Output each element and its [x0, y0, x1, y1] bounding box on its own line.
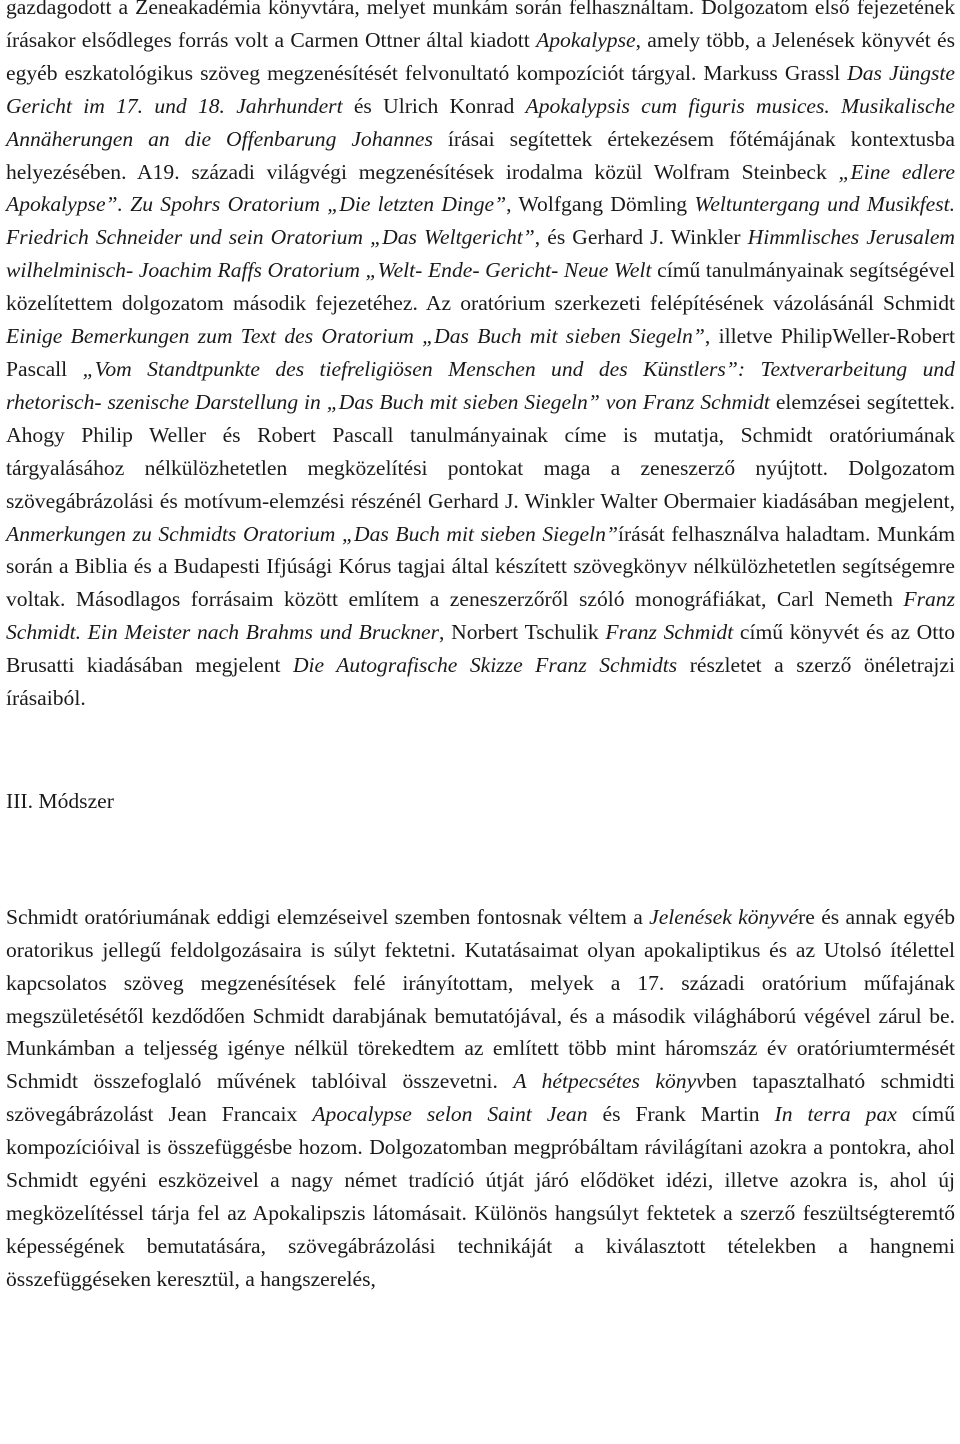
- italic-title-span: Jelenések könyvé: [649, 904, 799, 929]
- text-span: című tanulmányainak segítségével közelítettem dolgozatom második fejezetéhez. Az oratórium szerkezeti felépítésének vázolásánál Schmidt: [6, 258, 955, 316]
- section-heading: III. Módszer: [6, 788, 114, 813]
- text-span: írásai segítettek értekezésem főtémájának kontextusba helyezésében. A19. századi világvégi megzenésítések irodalma közül Wolfram Steinbeck: [6, 126, 956, 184]
- text-span: és Ulrich Konrad: [342, 93, 526, 118]
- text-span: Schmidt oratóriumának eddigi elemzéseivel szemben fontosnak véltem a: [6, 904, 650, 929]
- italic-title-span: In terra pax: [774, 1102, 897, 1127]
- text-span: , illetve PhilipWeller-Robert Pascall: [6, 324, 955, 381]
- text-span: írását felhasználva haladtam. Munkám során a Biblia és a Budapesti Ifjúsági Kórus tagjai által készített szövegkönyv nélkülözhetetlen segítségemre voltak. Másodlagos forrásaim között említem a zeneszerzőről szóló monográfiákat, Carl Nemeth: [6, 521, 955, 612]
- italic-title-span: Franz Schmidt: [605, 620, 734, 645]
- document-page: [6, 0, 955, 1296]
- text-span: című kompozícióival is összefüggésbe hozom. Dolgozatomban megpróbáltam rávilágítani azokra a pontokra, ahol Schmidt egyéni eszközeivel a nagy német tradíció útját járó elődöket idézi, illetve azokra is, ahol új megközelítéssel tárja fel az Apokalipszis látomásait. Különös hangsúlyt fektetek a szerző feszültségteremtő képességének bemutatására, szövegábrázolási technikáját a kiválasztott tételekben a hangnemi összefüggéseken keresztül, a hangszerelés,: [6, 1102, 955, 1291]
- italic-title-span: Apokalypse: [536, 27, 636, 52]
- italic-title-span: Weltuntergang und Musikfest. Friedrich Schneider und sein Oratorium „Das Weltgericht”: [6, 192, 955, 250]
- text-span: , Norbert Tschulik: [439, 620, 606, 645]
- italic-title-span: Die Autografische Skizze Franz Schmidts: [292, 653, 678, 678]
- italic-title-span: Himmlisches Jerusalem wilhelminisch- Joachim Raffs Oratorium „Welt- Ende- Gericht- Neue Welt: [6, 225, 955, 283]
- paragraph-intro-sources: [6, 0, 955, 715]
- italic-title-span: Anmerkungen zu Schmidts Oratorium „Das Buch mit sieben Siegeln”: [6, 521, 618, 546]
- italic-title-span: „Vom Standtpunkte des tiefreligiösen Menschen und des Künstlers”: Textverarbeitung und rhetorisch- szenische Darstellung in „Das Buch mit sieben Siegeln” von Franz Schmidt: [6, 356, 955, 414]
- text-span: elemzései segítettek. Ahogy Philip Weller és Robert Pascall tanulmányainak címe is mutatja, Schmidt oratóriumának tárgyalásához nélkülözhetetlen megközelítési pontokat maga a zeneszerző nyújtott. Dolgozatom szövegábrázolási és motívum-elemzési részénél Gerhard J. Winkler Walter Obermaier kiadásában megjelent,: [6, 389, 955, 513]
- text-span: részletet a szerző önéletrajzi írásaiból.: [6, 653, 955, 711]
- text-span: gazdagodott a Zeneakadémia könyvtára, melyet munkám során felhasználtam. Dolgozatom első fejezetének írásakor elsődleges forrás volt a Carmen Ottner által kiadott: [6, 0, 955, 52]
- spacer: [6, 818, 955, 901]
- text-span: című könyvét és az Otto Brusatti kiadásában megjelent: [6, 620, 955, 678]
- italic-title-span: Das Jüngste Gericht im 17. und 18. Jahrhundert: [6, 60, 956, 118]
- italic-title-span: Apocalypse selon Saint Jean: [312, 1102, 588, 1127]
- italic-title-span: Franz Schmidt. Ein Meister nach Brahms und Bruckner: [6, 587, 955, 645]
- text-span: , és Gerhard J. Winkler: [534, 225, 748, 250]
- text-span: és Frank Martin: [587, 1102, 775, 1127]
- italic-title-span: „Eine edlere Apokalypse”. Zu Spohrs Oratorium „Die letzten Dinge”: [6, 159, 955, 217]
- italic-title-span: Einige Bemerkungen zum Text des Oratorium „Das Buch mit sieben Siegeln”: [6, 324, 705, 349]
- italic-title-span: Apokalypsis cum figuris musices. Musikalische Annäherungen an die Offenbarung Johannes: [6, 93, 956, 151]
- spacer: [6, 715, 955, 785]
- italic-title-span: A hétpecsétes könyv: [513, 1069, 706, 1094]
- text-span: , Wolfgang Dömling: [506, 192, 695, 217]
- text-span: , amely több, a Jelenések könyvét és egyéb eszkatológikus szöveg megzenésítését felvonultató kompozíciót tárgyal. Markuss Grassl: [6, 27, 956, 85]
- paragraph-method: [6, 901, 955, 1296]
- text-span: ben tapasztalható schmidti szövegábrázolást Jean Francaix: [6, 1069, 955, 1127]
- text-span: re és annak egyéb oratorikus jellegű feldolgozásaira is súlyt fektetni. Kutatásaimat olyan apokaliptikus és az Utolsó ítélettel kapcsolatos szöveg megzenésítések felé irányítottam, melyek a 17. századi oratórium műfajának megszületésétől kezdődően Schmidt darabjának bemutatójával, és a második világháború végével zárul be. Munkámban a teljesség igénye nélkül törekedtem az említett több mint háromszáz év oratóriumtermését Schmidt összefoglaló művének tablóival összevetni.: [6, 904, 955, 1094]
